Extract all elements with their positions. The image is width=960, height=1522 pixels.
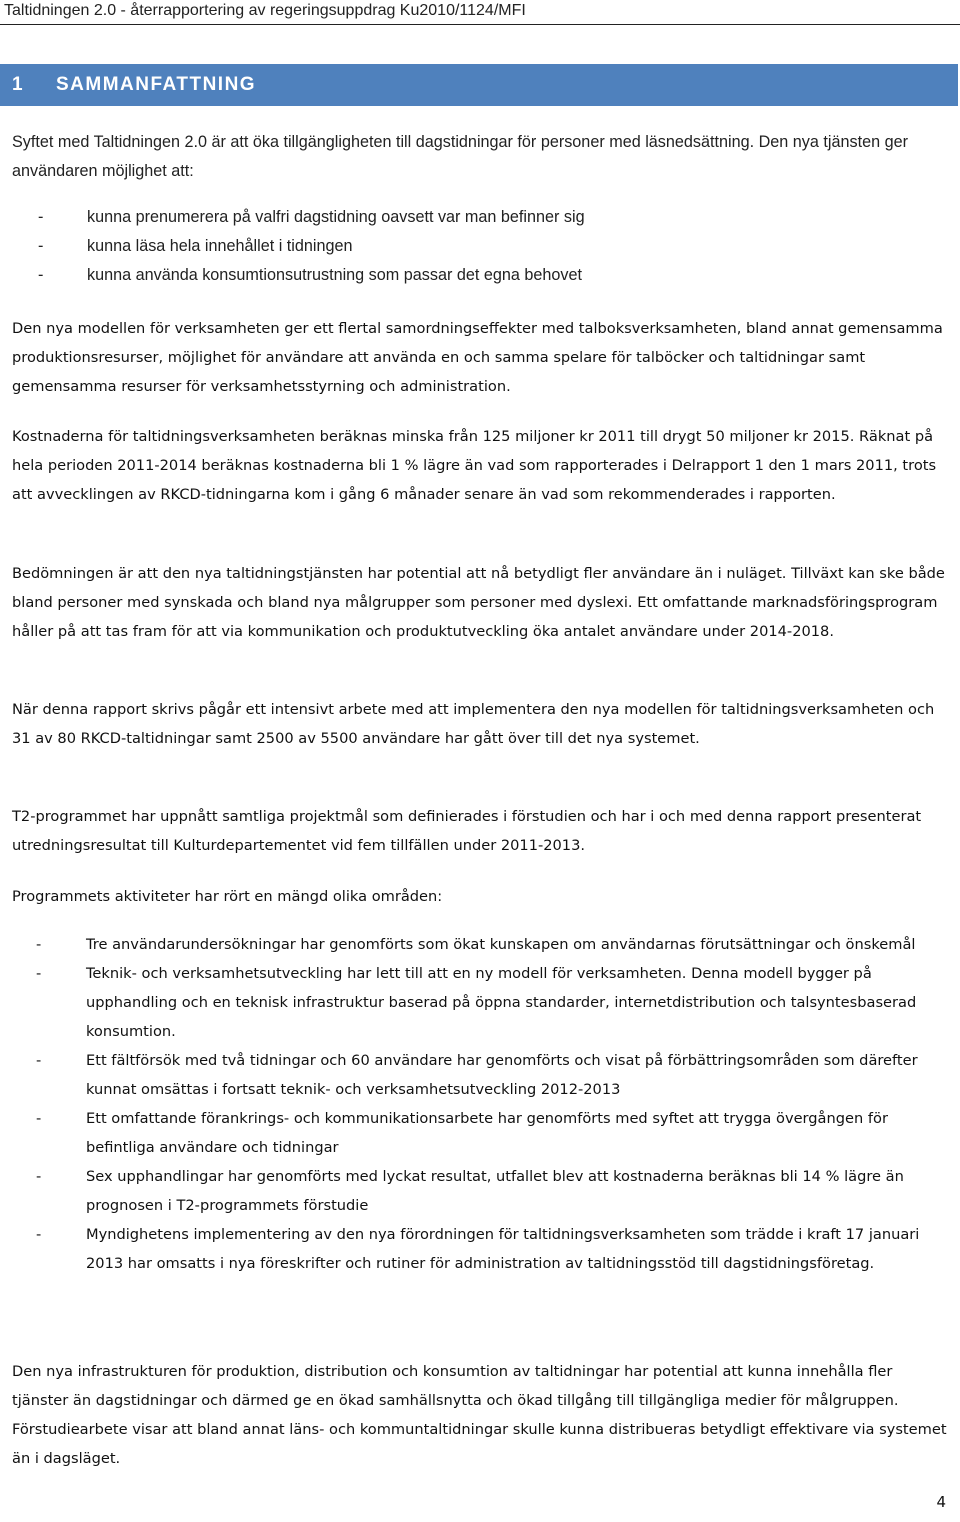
body-paragraph: Bedömningen är att den nya taltidningstjänsten har potential att nå betydligt fler användare än i nuläget. Tillväxt kan ske både bland personer med synskada och bland nya målgrupper som personer med dyslexi. Ett omfattande marknadsföringsprogram håller på att tas fram för att via kommunikation och produktutveckling öka antalet användare under 2014-2018. (12, 565, 945, 640)
body-paragraph: Den nya infrastrukturen för produktion, distribution och konsumtion av taltidningar har potential att kunna innehålla fler tjänster än dagstidningar och därmed ge en ökad samhällsnytta och ökad tillgång till tillgängliga medier för målgruppen. Förstudiearbete visar att bland annat läns- och kommuntaltidningar skulle kunna distribueras betydligt effektivare via systemet än i dagsläget. (12, 1363, 947, 1467)
body-paragraph: När denna rapport skrivs pågår ett intensivt arbete med att implementera den nya modellen för taltidningsverksamheten och 31 av 80 RKCD-taltidningar samt 2500 av 5500 användare har gått över till det nya systemet. (12, 701, 935, 747)
activities-list (12, 930, 948, 1278)
paragraph-implementering (12, 695, 948, 753)
header-divider (0, 24, 960, 25)
intro-list (12, 203, 942, 290)
list-item-text: Sex upphandlingar har genomförts med lyckat resultat, utfallet blev att kostnaderna beräknas bli 14 % lägre än prognosen i T2-programmets förstudie (86, 1168, 904, 1214)
list-item-text: Myndighetens implementering av den nya förordningen för taltidningsverksamheten som trädde i kraft 17 januari 2013 har omsatts i nya föreskrifter och rutiner för administration av taltidningsstöd till dagstidningsföretag. (86, 1226, 920, 1272)
list-dash: - (36, 1052, 42, 1069)
body-paragraph: T2-programmet har uppnått samtliga projektmål som definierades i förstudien och har i och med denna rapport presenterat utredningsresultat till Kulturdepartementet vid fem tillfällen under 2011-2013. (12, 808, 922, 854)
section-number: 1 (12, 74, 24, 95)
page-number: 4 (936, 1493, 946, 1511)
list-item (12, 1220, 948, 1278)
list-item (12, 959, 948, 1046)
list-item (12, 1104, 948, 1162)
list-item-text: kunna prenumerera på valfri dagstidning oavsett var man befinner sig (87, 208, 585, 226)
list-item-text: Ett omfattande förankrings- och kommunikationsarbete har genomförts med syftet att trygga övergången för befintliga användare och tidningar (86, 1110, 888, 1156)
intro-block (12, 128, 942, 290)
list-dash: - (36, 1226, 42, 1243)
paragraph-bedomning (12, 559, 948, 646)
list-item-text: kunna läsa hela innehållet i tidningen (87, 237, 353, 255)
list-item (12, 930, 948, 959)
list-item (12, 1046, 948, 1104)
list-dash: - (38, 208, 44, 226)
intro-paragraph: Syftet med Taltidningen 2.0 är att öka tillgängligheten till dagstidningar för personer med läsnedsättning. Den nya tjänsten ger användaren möjlighet att: (12, 133, 908, 180)
list-dash: - (36, 1168, 42, 1185)
paragraph-t2-programmet (12, 802, 948, 860)
list-item (12, 261, 942, 290)
list-item-text: Tre användarundersökningar har genomförts som ökat kunskapen om användarnas förutsättningar och önskemål (86, 936, 916, 953)
section-title: SAMMANFATTNING (56, 74, 257, 95)
list-item (12, 203, 942, 232)
list-dash: - (36, 936, 42, 953)
list-item-text: kunna använda konsumtionsutrustning som passar det egna behovet (87, 266, 582, 284)
list-dash: - (38, 237, 44, 255)
paragraph-aktiviteter-intro (12, 882, 948, 911)
list-item (12, 1162, 948, 1220)
running-header: Taltidningen 2.0 - återrapportering av regeringsuppdrag Ku2010/1124/MFI (4, 2, 526, 19)
list-dash: - (36, 965, 42, 982)
section-heading-bar (0, 64, 958, 106)
paragraph-closing (12, 1357, 948, 1473)
list-dash: - (36, 1110, 42, 1127)
body-paragraph: Kostnaderna för taltidningsverksamheten beräknas minska från 125 miljoner kr 2011 till drygt 50 miljoner kr 2015. Räknat på hela perioden 2011-2014 beräknas kostnaderna bli 1 % lägre än vad som rapporterades i Delrapport 1 den 1 mars 2011, trots att avvecklingen av RKCD-tidningarna kom i gång 6 månader senare än vad som rekommenderades i rapporten. (12, 428, 937, 503)
list-item-text: Teknik- och verksamhetsutveckling har lett till att en ny modell för verksamheten. Denna modell bygger på upphandling och en teknisk infrastruktur baserad på öppna standarder, internetdistribution och talsyntesbaserad konsumtion. (86, 965, 917, 1040)
activities-block (12, 930, 948, 1278)
list-dash: - (38, 266, 44, 284)
paragraph-kostnader (12, 422, 948, 509)
body-paragraph: Programmets aktiviteter har rört en mängd olika områden: (12, 888, 443, 905)
body-paragraph: Den nya modellen för verksamheten ger ett flertal samordningseffekter med talboksverksamheten, bland annat gemensamma produktionsresurser, möjlighet för användare att använda en och samma spelare för talböcker och taltidningar samt gemensamma resurser för verksamhetsstyrning och administration. (12, 320, 943, 395)
paragraph-modellen (12, 314, 948, 401)
list-item-text: Ett fältförsök med två tidningar och 60 användare har genomförts och visat på förbättringsområden som därefter kunnat omsättas i fortsatt teknik- och verksamhetsutveckling 2012-2013 (86, 1052, 918, 1098)
list-item (12, 232, 942, 261)
